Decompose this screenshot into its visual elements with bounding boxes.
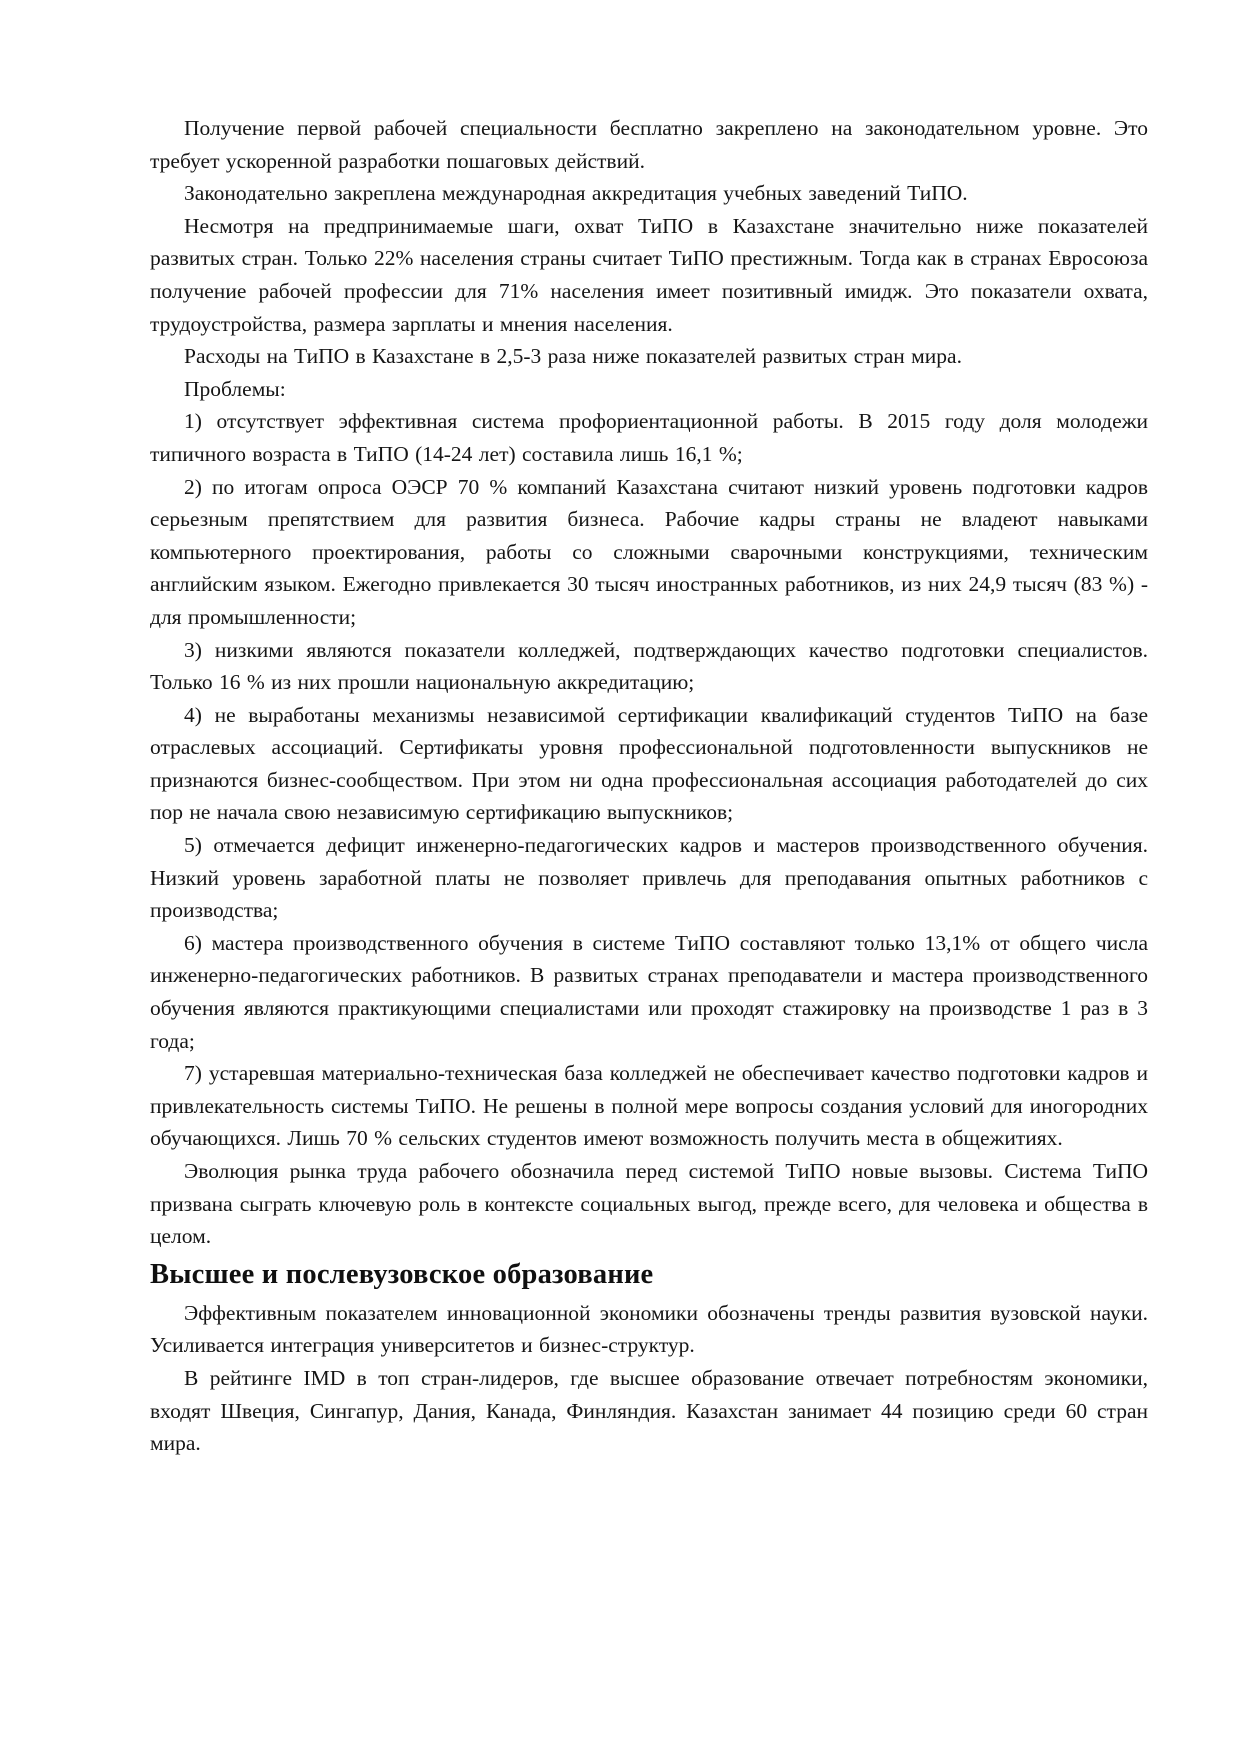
paragraph-coverage: Несмотря на предпринимаемые шаги, охват ТиПО в Казахстане значительно ниже показателей развитых стран. Только 22% населения страны считает ТиПО престижным. Тогда как в странах Евросоюза получение рабочей профессии для 71% населения имеет позитивный имидж. Это показатели охвата, трудоустройства, размера зарплаты и мнения населения. <box>150 213 1148 336</box>
paragraph-accreditation: Законодательно закреплена международная аккредитация учебных заведений ТиПО. <box>184 181 968 206</box>
section-heading-higher-education: Высшее и послевузовское образование <box>150 1258 654 1290</box>
document-body <box>150 112 1148 1460</box>
paragraph-expenses: Расходы на ТиПО в Казахстане в 2,5-3 раза ниже показателей развитых стран мира. <box>184 344 962 369</box>
problem-item-5: 5) отмечается дефицит инженерно-педагогических кадров и мастеров производственного обучения. Низкий уровень заработной платы не позволяет привлечь для преподавания опытных работников с производства; <box>150 833 1148 923</box>
problem-item-2: 2) по итогам опроса ОЭСР 70 % компаний Казахстана считают низкий уровень подготовки кадров серьезным препятствием для развития бизнеса. Рабочие кадры страны не владеют навыками компьютерного проектирования, работы со сложными сварочными конструкциями, техническим английским языком. Ежегодно привлекается 30 тысяч иностранных работников, из них 24,9 тысяч (83 %) - для промышленности; <box>150 474 1148 629</box>
problem-item-1: 1) отсутствует эффективная система профориентационной работы. В 2015 году доля молодежи типичного возраста в ТиПО (14-24 лет) составила лишь 16,1 %; <box>150 409 1148 466</box>
paragraph-problems-label: Проблемы: <box>184 376 286 401</box>
paragraph-innovation-economy: Эффективным показателем инновационной экономики обозначены тренды развития вузовской науки. Усиливается интеграция университетов и бизнес-структур. <box>150 1300 1148 1358</box>
paragraph-first-speciality: Получение первой рабочей специальности бесплатно закреплено на законодательном уровне. Это требует ускоренной разработки пошаговых действий. <box>150 116 1148 173</box>
problem-item-4: 4) не выработаны механизмы независимой сертификации квалификаций студентов ТиПО на базе отраслевых ассоциаций. Сертификаты уровня профессиональной подготовленности выпускников не признаются бизнес-сообществом. При этом ни одна профессиональная ассоциация работодателей до сих пор не начала свою независимую сертификацию выпускников; <box>150 702 1148 825</box>
paragraph-labour-market-evolution: Эволюция рынка труда рабочего обозначила перед системой ТиПО новые вызовы. Система ТиПО призвана сыграть ключевую роль в контексте социальных выгод, прежде всего, для человека и общества в целом. <box>150 1159 1148 1249</box>
problem-item-7: 7) устаревшая материально-техническая база колледжей не обеспечивает качество подготовки кадров и привлекательность системы ТиПО. Не решены в полной мере вопросы создания условий для иногородних обучающихся. Лишь 70 % сельских студентов имеют возможность получить места в общежитиях. <box>150 1061 1148 1151</box>
paragraph-imd-rating: В рейтинге IMD в топ стран-лидеров, где высшее образование отвечает потребностям экономики, входят Швеция, Сингапур, Дания, Канада, Финляндия. Казахстан занимает 44 позицию среди 60 стран мира. <box>150 1365 1148 1456</box>
problem-item-3: 3) низкими являются показатели колледжей, подтверждающих качество подготовки специалистов. Только 16 % из них прошли национальную аккредитацию; <box>150 637 1148 695</box>
problem-item-6: 6) мастера производственного обучения в системе ТиПО составляют только 13,1% от общего числа инженерно-педагогических работников. В развитых странах преподаватели и мастера производственного обучения являются практикующими специалистами или проходят стажировку на производстве 1 раз в 3 года; <box>150 930 1148 1053</box>
